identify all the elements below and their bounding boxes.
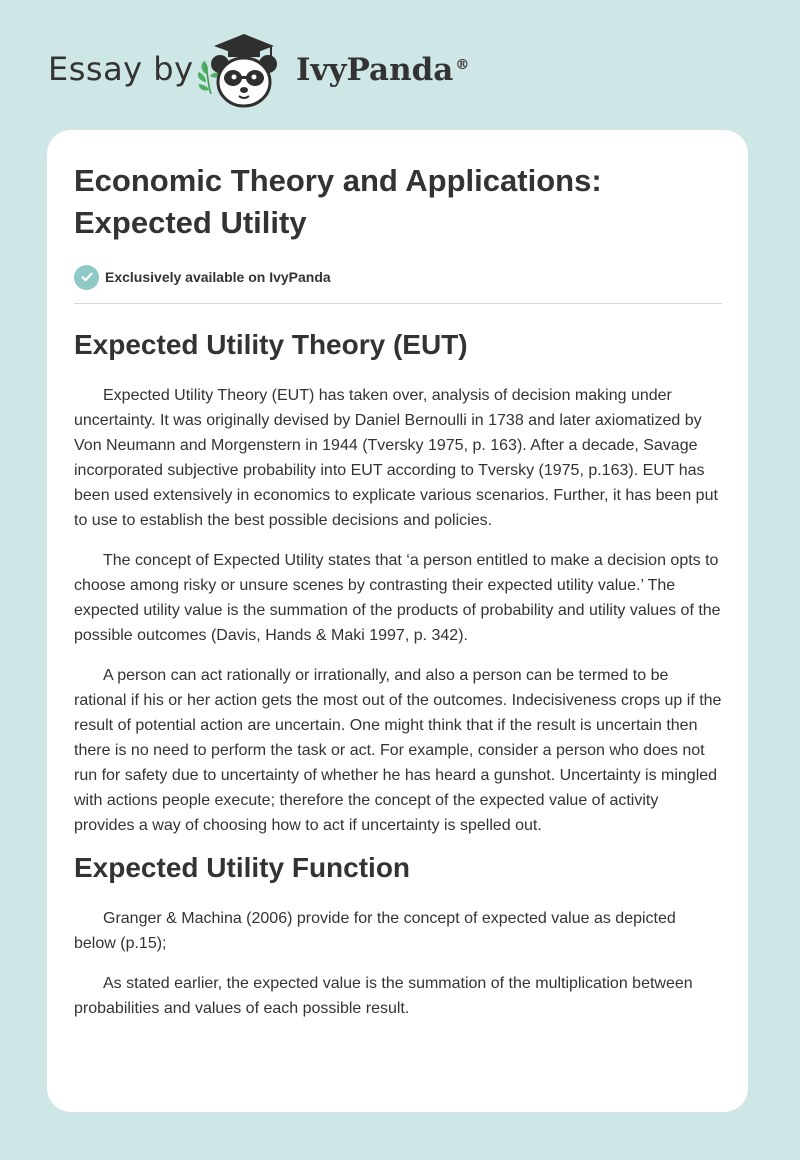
registered-mark: ® bbox=[455, 56, 470, 73]
brand-name[interactable]: IvyPanda ® bbox=[296, 52, 470, 88]
site-header bbox=[0, 0, 800, 130]
paragraph: A person can act rationally or irrationally, and also a person can be termed to be rational if his or her action gets the most out of the outcomes. Indecisiveness crops up if the result of potential action are uncertain. One might think that if the result is uncertain then there is no need to perform the task or act. For example, consider a person who does not run for safety due to uncertainty of whether he has heard a gunshot. Uncertainty is mingled with actions people execute; therefore the concept of the expected value of activity provides a way of choosing how to act if uncertainty is spelled out. bbox=[74, 667, 722, 834]
paragraph: As stated earlier, the expected value is the summation of the multiplication between probabilities and values of each possible result. bbox=[74, 975, 693, 1017]
check-circle-icon bbox=[74, 265, 99, 290]
exclusive-label: Exclusively available on IvyPanda bbox=[105, 269, 331, 285]
divider bbox=[74, 303, 722, 304]
article-content bbox=[74, 160, 722, 1021]
section-heading: Expected Utility Function bbox=[74, 852, 411, 883]
essay-by-label: Essay by bbox=[48, 50, 194, 88]
exclusive-badge bbox=[74, 263, 722, 291]
article-card bbox=[47, 130, 748, 1112]
paragraph: Expected Utility Theory (EUT) has taken over, analysis of decision making under uncertainty. It was originally devised by Daniel Bernoulli in 1738 and later axiomatized by Von Neumann and Morgenstern in 1944 (Tversky 1975, p. 163). After a decade, Savage incorporated subjective probability into EUT according to Tversky (1975, p.163). EUT has been used extensively in economics to explicate various scenarios. Further, it has been put to use to establish the best possible decisions and policies. bbox=[74, 387, 718, 529]
paragraph: Granger & Machina (2006) provide for the concept of expected value as depicted below (p.15); bbox=[74, 910, 676, 952]
page-title: Economic Theory and Applications: Expected Utility bbox=[74, 163, 602, 240]
section-heading: Expected Utility Theory (EUT) bbox=[74, 329, 468, 360]
panda-graduate-icon[interactable] bbox=[196, 30, 292, 112]
paragraph: The concept of Expected Utility states that ‘a person entitled to make a decision opts to choose among risky or unsure scenes by contrasting their expected utility value.’ The expected utility value is the summation of the products of probability and utility values of the possible outcomes (Davis, Hands & Maki 1997, p. 342). bbox=[74, 552, 721, 644]
